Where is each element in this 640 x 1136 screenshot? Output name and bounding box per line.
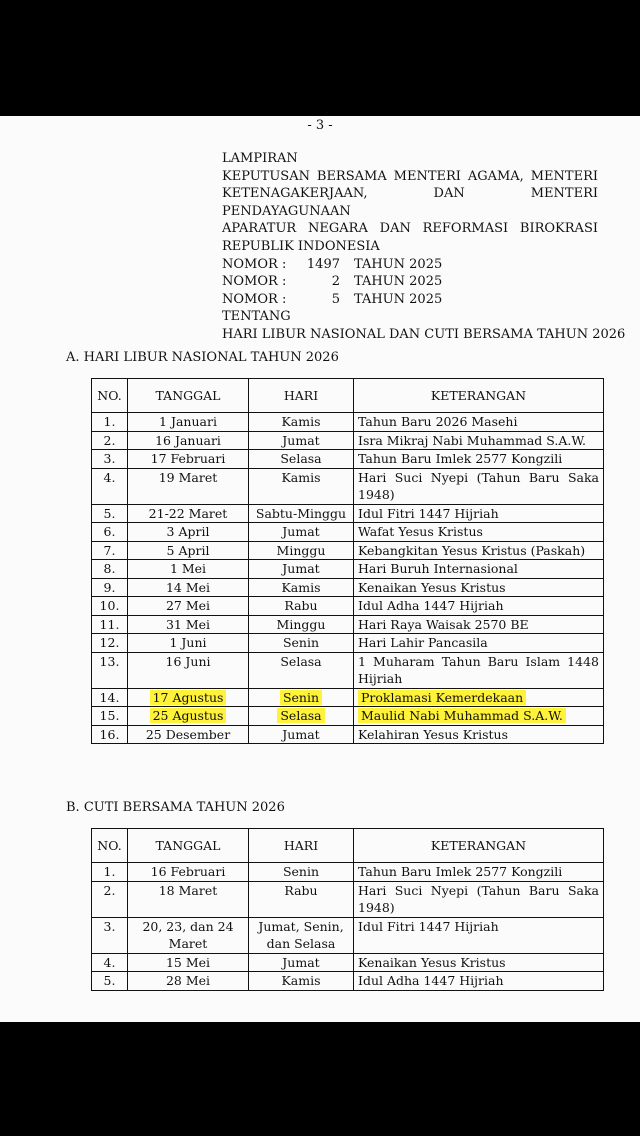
section-b-title: B. CUTI BERSAMA TAHUN 2026 <box>66 800 285 815</box>
table-row <box>92 634 604 653</box>
row-description-text: Idul Fitri 1447 Hijriah <box>358 918 499 934</box>
row-day <box>249 707 354 726</box>
row-date-text: 16 Februari <box>150 864 226 879</box>
table-row <box>92 707 604 726</box>
collective-leave-table <box>91 828 604 991</box>
row-description <box>354 597 604 616</box>
row-number-text: 5. <box>103 973 116 988</box>
table-row <box>92 725 604 744</box>
row-day-text: Selasa <box>280 653 322 669</box>
row-date-text: 16 Juni <box>165 653 211 669</box>
row-day <box>249 523 354 542</box>
row-date <box>128 863 249 882</box>
row-date <box>128 707 249 726</box>
row-day-text: Jumat <box>282 432 320 448</box>
row-day-text: Jumat <box>282 954 320 970</box>
column-header-hari: HARI <box>249 829 354 863</box>
row-description <box>354 450 604 469</box>
row-number-text: 6. <box>103 524 116 539</box>
row-day <box>249 615 354 634</box>
row-description <box>354 725 604 744</box>
row-description-text: Wafat Yesus Kristus <box>358 524 483 539</box>
row-description-text: Proklamasi Kemerdekaan <box>358 690 526 705</box>
row-date <box>128 597 249 616</box>
row-date <box>128 634 249 653</box>
row-day-text: Jumat <box>282 726 320 742</box>
row-description <box>354 523 604 542</box>
row-description-text: Kelahiran Yesus Kristus <box>358 726 508 742</box>
row-date <box>128 468 249 504</box>
row-date <box>128 560 249 579</box>
row-description <box>354 615 604 634</box>
row-day-text: Jumat <box>282 561 320 576</box>
row-description <box>354 634 604 653</box>
row-number <box>92 972 128 991</box>
row-number <box>92 917 128 953</box>
row-day-text: Kamis <box>281 973 321 988</box>
row-day-text: Jumat, Senin, dan Selasa <box>258 918 344 951</box>
row-description-text: Tahun Baru Imlek 2577 Kongzili <box>358 864 563 879</box>
row-description <box>354 431 604 450</box>
column-header-tanggal: TANGGAL <box>128 829 249 863</box>
table-row <box>92 972 604 991</box>
row-date <box>128 504 249 523</box>
row-number <box>92 560 128 579</box>
row-day <box>249 917 354 953</box>
row-day <box>249 450 354 469</box>
table-row <box>92 881 604 917</box>
row-number-text: 2. <box>103 882 116 898</box>
row-description-text: Kebangkitan Yesus Kristus (Paskah) <box>358 542 586 558</box>
row-date-text: 17 Februari <box>150 451 226 466</box>
row-number <box>92 504 128 523</box>
table-row <box>92 917 604 953</box>
lampiran-label: LAMPIRAN <box>222 151 298 166</box>
tentang-label: TENTANG <box>222 309 291 325</box>
row-date <box>128 523 249 542</box>
table-row <box>92 413 604 432</box>
row-day <box>249 863 354 882</box>
row-date-text: 15 Mei <box>165 954 211 970</box>
header-line-4: REPUBLIK INDONESIA <box>222 238 380 254</box>
row-number-text: 2. <box>103 432 116 448</box>
nomor-line: NOMOR : 2 TAHUN 2025 <box>222 274 443 290</box>
table-row <box>92 541 604 560</box>
table-row <box>92 450 604 469</box>
column-header-hari: HARI <box>249 379 354 413</box>
row-day-text: Kamis <box>281 579 321 595</box>
row-day <box>249 413 354 432</box>
row-number <box>92 652 128 688</box>
row-description <box>354 578 604 597</box>
header-line-2: KETENAGAKERJAAN, DAN MENTERI PENDAYAGUNAAN <box>222 186 598 219</box>
nomor-line: NOMOR : 5 TAHUN 2025 <box>222 291 443 307</box>
row-number <box>92 468 128 504</box>
row-date <box>128 972 249 991</box>
table-row <box>92 431 604 450</box>
row-description-text: Idul Fitri 1447 Hijriah <box>358 505 499 521</box>
table-row <box>92 560 604 579</box>
national-holidays-table <box>91 378 604 744</box>
row-date-text: 19 Maret <box>158 469 218 485</box>
row-number-text: 12. <box>99 635 120 650</box>
table-header-row <box>92 829 604 863</box>
row-number <box>92 725 128 744</box>
row-number-text: 3. <box>103 451 116 466</box>
row-description-text: 1 Muharam Tahun Baru Islam 1448 Hijriah <box>358 653 599 686</box>
row-number-text: 16. <box>99 726 120 742</box>
row-description <box>354 652 604 688</box>
table-row <box>92 578 604 597</box>
row-date-text: 21-22 Maret <box>148 505 228 521</box>
row-date <box>128 688 249 707</box>
row-day <box>249 652 354 688</box>
table-row <box>92 468 604 504</box>
row-date <box>128 413 249 432</box>
row-date-text: 16 Januari <box>155 432 221 448</box>
row-day-text: Senin <box>282 864 320 879</box>
row-number-text: 14. <box>99 689 120 705</box>
column-header-tanggal: TANGGAL <box>128 379 249 413</box>
row-description-text: Isra Mikraj Nabi Muhammad S.A.W. <box>358 432 586 448</box>
row-description-text: Hari Buruh Internasional <box>358 561 518 576</box>
row-date-text: 3 April <box>166 524 210 539</box>
row-number <box>92 707 128 726</box>
row-number <box>92 413 128 432</box>
section-a-title: A. HARI LIBUR NASIONAL TAHUN 2026 <box>66 350 339 365</box>
row-description-text: Hari Suci Nyepi (Tahun Baru Saka 1948) <box>358 469 599 502</box>
row-date-text: 1 Mei <box>169 561 207 576</box>
row-day <box>249 953 354 972</box>
row-date-text: 25 Desember <box>145 726 231 742</box>
row-day-text: Kamis <box>281 469 321 485</box>
row-number-text: 3. <box>103 918 116 934</box>
row-number <box>92 597 128 616</box>
row-description <box>354 688 604 707</box>
row-date-text: 25 Agustus <box>150 708 227 723</box>
row-number-text: 5. <box>103 505 116 521</box>
row-number <box>92 615 128 634</box>
row-description <box>354 972 604 991</box>
row-date-text: 28 Mei <box>165 973 211 988</box>
column-header-no: NO. <box>92 379 128 413</box>
row-date <box>128 431 249 450</box>
table-row <box>92 615 604 634</box>
row-date <box>128 615 249 634</box>
row-number-text: 4. <box>103 469 116 485</box>
row-day <box>249 597 354 616</box>
header-line-1: KEPUTUSAN BERSAMA MENTERI AGAMA, MENTERI <box>222 168 598 184</box>
row-description-text: Kenaikan Yesus Kristus <box>358 579 506 595</box>
row-date-text: 1 Januari <box>159 414 217 429</box>
row-number-text: 7. <box>103 542 116 558</box>
row-date <box>128 652 249 688</box>
row-day-text: Rabu <box>284 882 318 898</box>
row-number <box>92 431 128 450</box>
row-description-text: Hari Suci Nyepi (Tahun Baru Saka 1948) <box>358 882 599 915</box>
row-description-text: Idul Adha 1447 Hijriah <box>358 598 504 613</box>
row-date-text: 27 Mei <box>165 598 211 613</box>
table-row <box>92 652 604 688</box>
table-row <box>92 523 604 542</box>
row-day <box>249 725 354 744</box>
row-number <box>92 541 128 560</box>
document-page <box>0 116 640 1022</box>
row-number-text: 15. <box>99 708 120 723</box>
row-day <box>249 431 354 450</box>
row-day-text: Sabtu-Minggu <box>255 505 347 521</box>
row-date-text: 31 Mei <box>165 616 211 632</box>
row-day-text: Senin <box>280 690 322 705</box>
row-description-text: Hari Lahir Pancasila <box>358 635 488 650</box>
table-row <box>92 504 604 523</box>
row-description <box>354 541 604 560</box>
row-description <box>354 468 604 504</box>
row-number <box>92 450 128 469</box>
header-line-3: APARATUR NEGARA DAN REFORMASI BIROKRASI <box>222 221 598 237</box>
decree-header <box>222 150 626 344</box>
row-description <box>354 504 604 523</box>
row-number-text: 13. <box>99 653 120 669</box>
row-day <box>249 688 354 707</box>
column-header-keterangan: KETERANGAN <box>354 829 604 863</box>
row-number-text: 8. <box>103 561 116 576</box>
row-day-text: Minggu <box>276 616 326 632</box>
row-date <box>128 725 249 744</box>
row-day-text: Kamis <box>281 414 321 429</box>
row-description <box>354 413 604 432</box>
row-description-text: Hari Raya Waisak 2570 BE <box>358 616 529 632</box>
row-day <box>249 578 354 597</box>
row-number <box>92 953 128 972</box>
row-description-text: Kenaikan Yesus Kristus <box>358 954 506 970</box>
row-number <box>92 881 128 917</box>
row-number <box>92 688 128 707</box>
row-description <box>354 881 604 917</box>
row-date <box>128 541 249 560</box>
row-number-text: 1. <box>103 414 116 429</box>
column-header-keterangan: KETERANGAN <box>354 379 604 413</box>
row-day-text: Selasa <box>277 708 324 723</box>
row-description <box>354 953 604 972</box>
row-description-text: Tahun Baru 2026 Masehi <box>358 414 518 429</box>
row-description <box>354 560 604 579</box>
row-date <box>128 953 249 972</box>
row-date <box>128 881 249 917</box>
row-number-text: 1. <box>103 864 116 879</box>
row-date-text: 1 Juni <box>169 635 207 650</box>
row-number <box>92 523 128 542</box>
row-number <box>92 634 128 653</box>
table-row <box>92 863 604 882</box>
row-day <box>249 972 354 991</box>
decree-subject: HARI LIBUR NASIONAL DAN CUTI BERSAMA TAHUN 2026 <box>222 326 626 342</box>
nomor-line: NOMOR : 1497 TAHUN 2025 <box>222 256 443 272</box>
row-day-text: Rabu <box>284 598 318 613</box>
row-description-text: Maulid Nabi Muhammad S.A.W. <box>358 708 566 723</box>
row-number <box>92 578 128 597</box>
row-date <box>128 450 249 469</box>
table-row <box>92 953 604 972</box>
row-date-text: 20, 23, dan 24 Maret <box>142 918 234 951</box>
row-day <box>249 634 354 653</box>
row-day-text: Minggu <box>276 542 326 558</box>
row-day <box>249 541 354 560</box>
row-number <box>92 863 128 882</box>
table-header-row <box>92 379 604 413</box>
row-date-text: 5 April <box>166 542 210 558</box>
row-day <box>249 881 354 917</box>
row-date <box>128 578 249 597</box>
row-number-text: 9. <box>103 579 116 595</box>
row-day-text: Selasa <box>280 451 322 466</box>
row-date-text: 18 Maret <box>158 882 218 898</box>
row-description <box>354 707 604 726</box>
page-number: - 3 - <box>307 118 333 133</box>
row-day <box>249 504 354 523</box>
row-description <box>354 863 604 882</box>
row-number-text: 4. <box>103 954 116 970</box>
table-row <box>92 597 604 616</box>
table-row <box>92 688 604 707</box>
row-day <box>249 468 354 504</box>
row-day <box>249 560 354 579</box>
column-header-no: NO. <box>92 829 128 863</box>
row-date <box>128 917 249 953</box>
row-date-text: 17 Agustus <box>150 690 227 705</box>
row-date-text: 14 Mei <box>165 579 211 595</box>
row-day-text: Jumat <box>282 524 320 539</box>
row-number-text: 11. <box>99 616 120 632</box>
row-description-text: Idul Adha 1447 Hijriah <box>358 973 504 988</box>
row-description <box>354 917 604 953</box>
row-day-text: Senin <box>282 635 320 650</box>
row-number-text: 10. <box>99 598 120 613</box>
row-description-text: Tahun Baru Imlek 2577 Kongzili <box>358 451 563 466</box>
